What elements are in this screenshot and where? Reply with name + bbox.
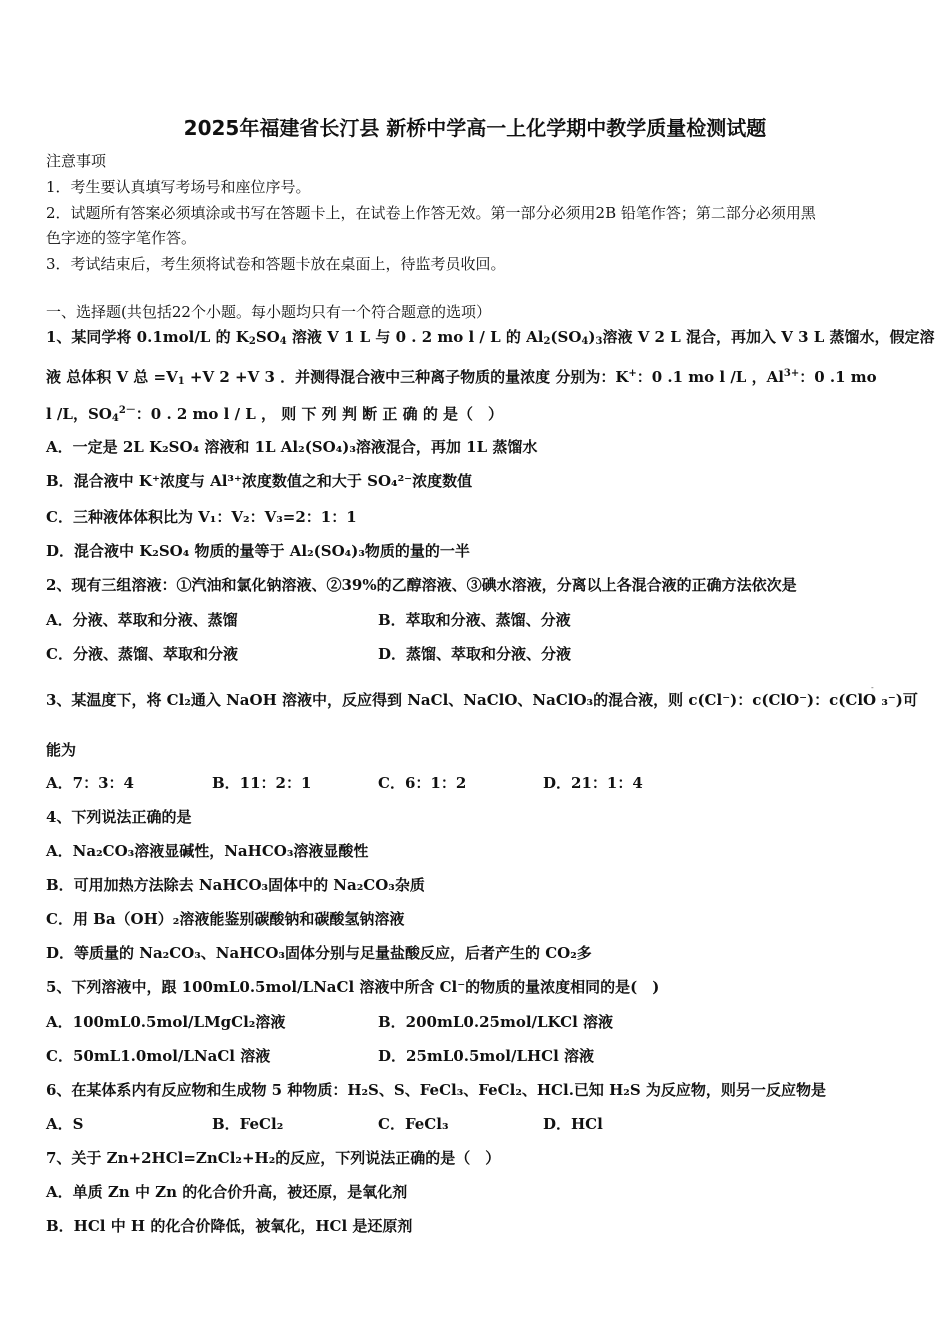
notice-item-3: 3．考试结束后，考生须将试卷和答题卡放在桌面上，待监考员收回。 [46, 255, 506, 273]
q1-stem-line1: 1、某同学将 0.1mol/L 的 $K_2SO_4$ 溶液 V 1 L 与 0 . 2 mo l / L 的 $Al_2(SO_4)_3$溶液 V 2 L 混合，再加入 V 3 L 蒸馏水，假定溶 [46, 328, 935, 347]
q5-option-d[interactable]: D．25mL0.5mol/LHCl 溶液 [378, 1047, 595, 1065]
q6-option-a[interactable]: A．S [46, 1115, 84, 1133]
q2-row-cd [46, 644, 908, 664]
section-heading: 一、选择题(共包括22个小题。每小题均只有一个符合题意的选项） [46, 303, 491, 321]
q1-option-a[interactable]: A．一定是 2L K₂SO₄ 溶液和 1L Al₂(SO₄)₃溶液混合，再加 1L 蒸馏水 [46, 438, 538, 456]
q1-stem-line3: l /L，$SO_4^{2-}$：0 . 2 mo l / L ， 则 下 列 判 断 正 确 的 是（ ） [46, 405, 504, 424]
q2-option-b[interactable]: B．萃取和分液、蒸馏、分液 [378, 611, 571, 629]
q6-option-c[interactable]: C．FeCl₃ [378, 1115, 449, 1133]
q5-row-cd [46, 1046, 908, 1066]
q5-row-ab [46, 1012, 908, 1032]
notice-item-2: 2．试题所有答案必须填涂或书写在答题卡上，在试卷上作答无效。第一部分必须用2B 铅笔作答；第二部分必须用黑 [46, 204, 816, 222]
q3-stem-cont: 能为 [46, 741, 77, 759]
q6-stem: 6、在某体系内有反应物和生成物 5 种物质：H₂S、S、FeCl₃、FeCl₂、HCl.已知 H₂S 为反应物，则另一反应物是 [46, 1081, 826, 1099]
q3-option-a[interactable]: A．7：3：4 [46, 774, 134, 792]
q4-stem: 4、下列说法正确的是 [46, 808, 192, 826]
q4-option-b[interactable]: B．可用加热方法除去 NaHCO₃固体中的 Na₂CO₃杂质 [46, 876, 425, 894]
q3-option-c[interactable]: C．6：1：2 [378, 774, 467, 792]
q1-stem-line2: 液 总体积 V 总 $=V_1 +V$ 2 +V 3 ．并测得混合液中三种离子物质的量浓度 分别为：K+：0 .1 mo l /L ，$Al^{3+}$：0 .1 mo [46, 368, 877, 387]
q3-option-d[interactable]: D．21：1：4 [543, 774, 643, 792]
q1-option-d[interactable]: D．混合液中 K₂SO₄ 物质的量等于 Al₂(SO₄)₃物质的量的一半 [46, 542, 470, 560]
q4-option-a[interactable]: A．Na₂CO₃溶液显碱性，NaHCO₃溶液显酸性 [46, 842, 369, 860]
q7-option-a[interactable]: A．单质 Zn 中 Zn 的化合价升高，被还原，是氧化剂 [46, 1183, 408, 1201]
notice-item-2-cont: 色字迹的签字笔作答。 [46, 229, 197, 247]
page-title: 2025年福建省长汀县 新桥中学高一上化学期中教学质量检测试题 [183, 116, 767, 140]
q2-row-ab [46, 610, 908, 630]
q6-option-b[interactable]: B．FeCl₂ [212, 1115, 284, 1133]
q5-option-b[interactable]: B．200mL0.25mol/LKCl 溶液 [378, 1013, 614, 1031]
q5-option-c[interactable]: C．50mL1.0mol/LNaCl 溶液 [46, 1047, 271, 1065]
decorative-mark: - [871, 683, 874, 692]
q7-stem: 7、关于 Zn+2HCl=ZnCl₂+H₂的反应，下列说法正确的是（ ） [46, 1149, 501, 1167]
q5-stem: 5、下列溶液中，跟 100mL0.5mol/LNaCl 溶液中所含 Cl⁻的物质的量浓度相同的是( ) [46, 978, 660, 996]
q6-option-d[interactable]: D．HCl [543, 1115, 603, 1133]
q5-option-a[interactable]: A．100mL0.5mol/LMgCl₂溶液 [46, 1013, 286, 1031]
notice-heading: 注意事项 [46, 152, 107, 170]
q2-option-c[interactable]: C．分液、蒸馏、萃取和分液 [46, 645, 238, 663]
q2-option-d[interactable]: D．蒸馏、萃取和分液、分液 [378, 645, 572, 663]
q4-option-d[interactable]: D．等质量的 Na₂CO₃、NaHCO₃固体分别与足量盐酸反应，后者产生的 CO₂多 [46, 944, 592, 962]
q3-stem: 3、某温度下，将 Cl₂通入 NaOH 溶液中，反应得到 NaCl、NaClO、NaClO₃的混合液，则 c(Cl⁻)：c(ClO⁻)：c(ClO ₃⁻)可 [46, 691, 918, 709]
q3-option-b[interactable]: B．11：2：1 [212, 774, 312, 792]
q2-option-a[interactable]: A．分液、萃取和分液、蒸馏 [46, 611, 238, 629]
notice-item-1: 1．考生要认真填写考场号和座位序号。 [46, 178, 311, 196]
q4-option-c[interactable]: C．用 Ba（OH）₂溶液能鉴别碳酸钠和碳酸氢钠溶液 [46, 910, 405, 928]
q1-option-c[interactable]: C．三种液体体积比为 V₁：V₂：V₃=2：1：1 [46, 508, 357, 526]
q2-stem: 2、现有三组溶液：①汽油和氯化钠溶液、②39%的乙醇溶液、③碘水溶液，分离以上各混合液的正确方法依次是 [46, 576, 797, 594]
q1-option-b[interactable]: B．混合液中 K⁺浓度与 Al³⁺浓度数值之和大于 SO₄²⁻浓度数值 [46, 472, 473, 490]
q7-option-b[interactable]: B．HCl 中 H 的化合价降低，被氧化，HCl 是还原剂 [46, 1217, 413, 1235]
